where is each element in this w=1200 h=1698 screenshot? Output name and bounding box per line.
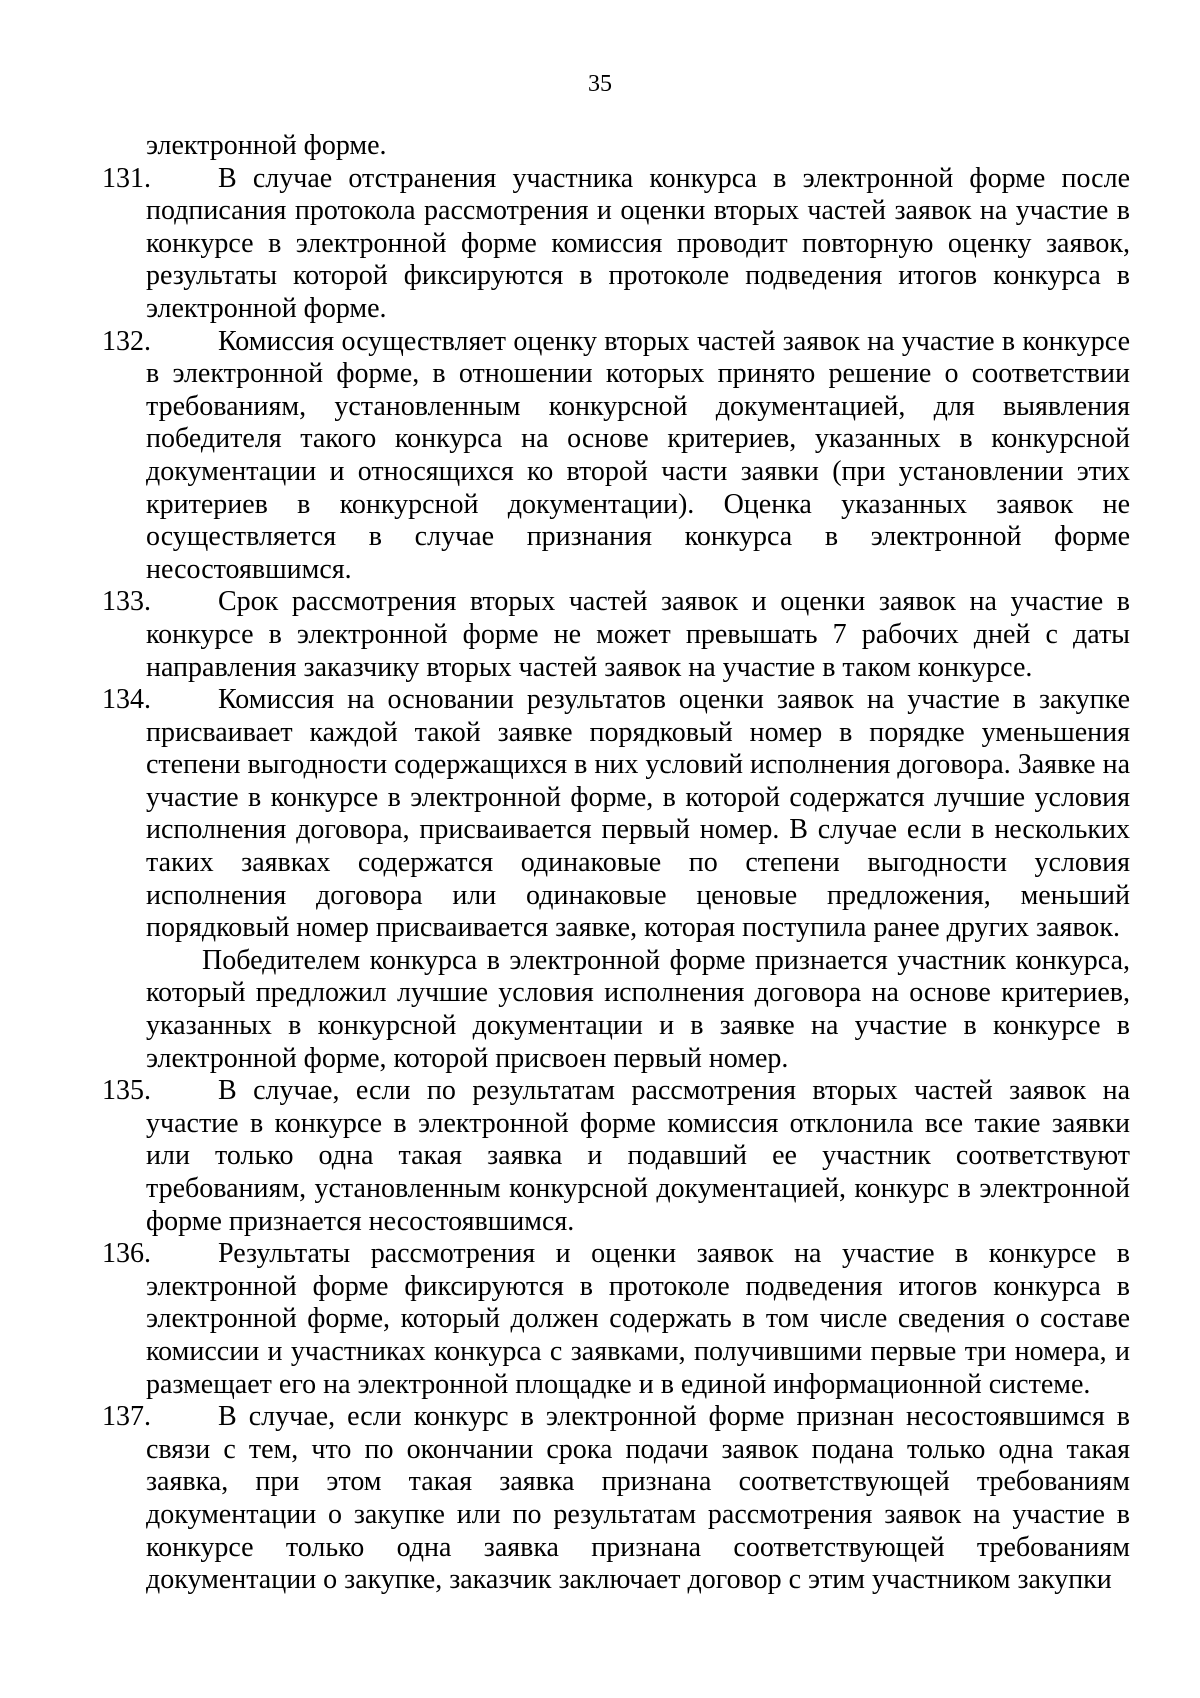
clause-text: В случае, если конкурс в электронной форме признан несостоявшимся в связи с тем, что по окончании срока подачи заявок подана только одна такая заявка, при этом такая заявка признана соответствующей требованиям документации о закупке или по результатам рассмотрения заявок на участие в конкурсе только одна заявка признана соответствующей требованиям документации о закупке, заказчик заключает договор с этим участником закупки bbox=[146, 1401, 1130, 1596]
clause-number: 135. bbox=[102, 1075, 151, 1107]
clause-text: Комиссия осуществляет оценку вторых частей заявок на участие в конкурсе в электронной форме, в отношении которых принято решение о соответствии требованиям, установленным конкурсной документацией, для выявления победителя такого конкурса на основе критериев, указанных в конкурсной документации и относящихся ко второй части заявки (при установлении этих критериев в конкурсной документации). Оценка указанных заявок не осуществляется в случае признания конкурса в электронной форме несостоявшимся. bbox=[146, 325, 1130, 585]
clause-number: 137. bbox=[102, 1401, 151, 1433]
clause-number: 136. bbox=[102, 1238, 151, 1270]
clause-text: Срок рассмотрения вторых частей заявок и оценки заявок на участие в конкурсе в электронной форме не может превышать 7 рабочих дней с даты направления заказчику вторых частей заявок на участие в таком конкурсе. bbox=[146, 586, 1130, 683]
clause-text: Результаты рассмотрения и оценки заявок на участие в конкурсе в электронной форме фиксируются в протоколе подведения итогов конкурса в электронной форме, который должен содержать в том числе сведения о составе комиссии и участниках конкурса с заявками, получившими первые три номера, и размещает его на электронной площадке и в единой информационной системе. bbox=[146, 1238, 1130, 1400]
clause-134 bbox=[102, 684, 1131, 1075]
clause-number: 133. bbox=[102, 586, 151, 618]
page-number: 35 bbox=[588, 71, 612, 97]
clause-paragraph: Победителем конкурса в электронной форме признается участник конкурса, который предложил лучшие условия исполнения договора на основе критериев, указанных в конкурсной документации и в заявке на участие в конкурсе в электронной форме, которой присвоен первый номер. bbox=[146, 944, 1130, 1074]
clause-131 bbox=[102, 162, 1130, 326]
clause-text: В случае отстранения участника конкурса в электронной форме после подписания протокола рассмотрения и оценки вторых частей заявок на участие в конкурсе в электронной форме комиссия проводит повторную оценку заявок, результаты которой фиксируются в протоколе подведения итогов конкурса в электронной форме. bbox=[146, 162, 1130, 324]
clause-number: 134. bbox=[102, 684, 151, 716]
clause-text: В случае, если по результатам рассмотрения вторых частей заявок на участие в конкурсе в электронной форме комиссия отклонила все такие заявки или только одна такая заявка и подавший ее участник соответствуют требованиям, установленным конкурсной документацией, конкурс в электронной форме признается несостоявшимся. bbox=[146, 1075, 1130, 1237]
clause-136 bbox=[102, 1238, 1130, 1401]
clause-number: 132. bbox=[102, 325, 151, 357]
clause-135 bbox=[102, 1075, 1130, 1238]
document-body bbox=[102, 130, 1131, 1597]
clause-number: 131. bbox=[102, 162, 151, 194]
clause-133 bbox=[102, 586, 1130, 684]
continuation-text: электронной форме. bbox=[146, 130, 387, 161]
clause-text: Комиссия на основании результатов оценки заявок на участие в закупке присваивает каждой такой заявке порядковый номер в порядке уменьшения степени выгодности содержащихся в них условий исполнения договора. Заявке на участие в конкурсе в электронной форме, в которой содержатся лучшие условия исполнения договора, присваивается первый номер. В случае если в нескольких таких заявках содержатся одинаковые по степени выгодности условия исполнения договора или одинаковые ценовые предложения, меньший порядковый номер присваивается заявке, которая поступила ранее других заявок. bbox=[146, 684, 1131, 944]
clause-132 bbox=[102, 325, 1130, 587]
clause-137 bbox=[102, 1401, 1130, 1597]
